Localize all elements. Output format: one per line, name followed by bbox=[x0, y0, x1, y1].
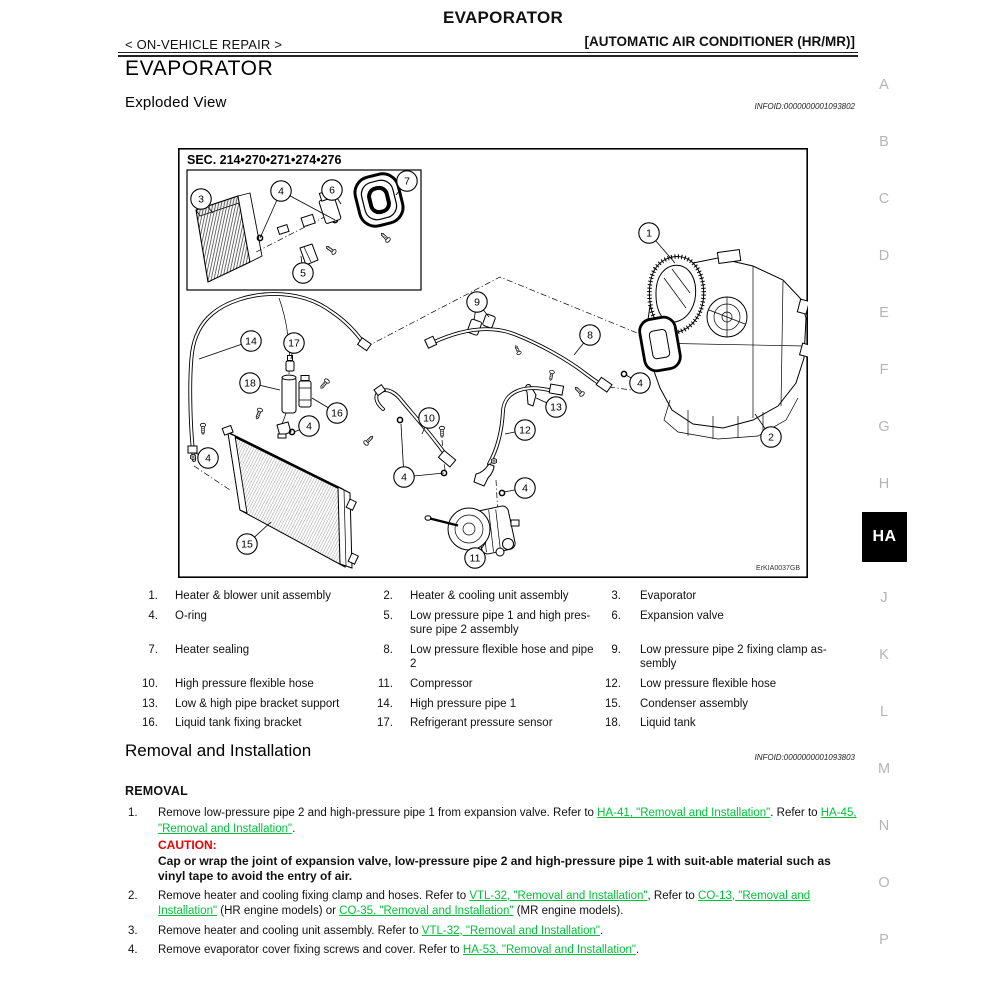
part-number: 1. bbox=[148, 590, 158, 602]
removal-step-4 bbox=[128, 943, 860, 959]
margin-letter-J: J bbox=[880, 590, 888, 606]
svg-text:3: 3 bbox=[198, 193, 204, 206]
removal-steps bbox=[128, 806, 860, 963]
reference-link[interactable]: HA-41, "Removal and Installation" bbox=[597, 807, 771, 819]
part-label: Low pressure pipe 1 and high pres-sure pipe 2 assembly bbox=[410, 609, 591, 637]
removal-step-2 bbox=[128, 889, 860, 920]
section-title: EVAPORATOR bbox=[125, 57, 274, 80]
reference-link[interactable]: HA-45, "Removal and Installation" bbox=[158, 807, 857, 835]
reference-link[interactable]: CO-13, "Removal and Installation" bbox=[158, 889, 811, 918]
part-number: 15. bbox=[605, 697, 621, 710]
part-label: Low & high pipe bracket support bbox=[175, 697, 340, 710]
margin-letter-P: P bbox=[879, 932, 889, 948]
svg-text:15: 15 bbox=[241, 538, 253, 551]
step-number: 4. bbox=[128, 944, 138, 957]
svg-text:4: 4 bbox=[637, 377, 643, 390]
part-label: Condenser assembly bbox=[640, 697, 749, 710]
svg-text:17: 17 bbox=[288, 337, 300, 350]
part-label: Heater sealing bbox=[175, 643, 250, 656]
step-text: Remove heater and cooling unit assembly. Refer to VTL-32, "Removal and Installation". bbox=[158, 924, 604, 937]
part-number: 16. bbox=[142, 717, 158, 730]
caution-label: CAUTION: bbox=[158, 838, 217, 853]
removal-step-3 bbox=[128, 924, 860, 940]
part-label: Low pressure flexible hose bbox=[640, 677, 777, 690]
margin-letter-N: N bbox=[878, 818, 890, 834]
reference-link[interactable]: CO-35, "Removal and Installation" bbox=[339, 905, 514, 918]
part-number: 4. bbox=[148, 609, 158, 622]
part-label: Heater & blower unit assembly bbox=[175, 590, 331, 602]
margin-letter-O: O bbox=[878, 875, 890, 891]
part-number: 5. bbox=[383, 609, 393, 622]
svg-text:4: 4 bbox=[278, 185, 284, 198]
figure-id: ErKIA0037GB bbox=[756, 565, 800, 572]
part-label: Low pressure flexible hose and pipe 2 bbox=[410, 643, 594, 671]
part-label: High pressure flexible hose bbox=[175, 677, 314, 690]
step-number: 3. bbox=[128, 924, 138, 937]
part-number: 9. bbox=[611, 643, 621, 656]
part-label: Compressor bbox=[410, 677, 473, 690]
step-number: 2. bbox=[128, 889, 138, 902]
svg-text:10: 10 bbox=[423, 412, 435, 425]
part-label: O-ring bbox=[175, 609, 207, 622]
margin-letter-M: M bbox=[877, 761, 891, 777]
svg-text:4: 4 bbox=[306, 420, 312, 433]
svg-text:14: 14 bbox=[245, 335, 257, 348]
part-label: Low pressure pipe 2 fixing clamp as-sembly bbox=[640, 643, 827, 671]
part-label: High pressure pipe 1 bbox=[410, 697, 517, 710]
margin-letter-H: H bbox=[878, 476, 890, 492]
margin-letter-E: E bbox=[879, 305, 889, 321]
part-number: 17. bbox=[377, 717, 393, 730]
svg-text:9: 9 bbox=[474, 296, 480, 309]
step-number: 1. bbox=[128, 807, 138, 819]
infoid-removal: INFOID:0000000001093803 bbox=[754, 753, 855, 762]
parts-legend bbox=[134, 589, 856, 731]
part-number: 3. bbox=[611, 590, 621, 602]
svg-text:6: 6 bbox=[329, 184, 335, 197]
svg-text:12: 12 bbox=[519, 424, 531, 437]
part-number: 14. bbox=[377, 697, 393, 710]
svg-text:1: 1 bbox=[646, 227, 652, 240]
reference-link[interactable]: VTL-32, "Removal and Installation" bbox=[421, 924, 600, 937]
part-number: 2. bbox=[383, 590, 393, 602]
step-text: Remove evaporator cover fixing screws and cover. Refer to HA-53, "Removal and Installation". bbox=[158, 944, 640, 957]
margin-letter-D: D bbox=[878, 248, 890, 264]
part-number: 7. bbox=[148, 643, 158, 656]
part-label: Expansion valve bbox=[640, 609, 724, 622]
removal-subheading: REMOVAL bbox=[125, 784, 188, 798]
caution-text: Cap or wrap the joint of expansion valve, low-pressure pipe 2 and high-pressure pipe 1 with suit-able material such as vinyl tape to avoid the entry of air. bbox=[158, 853, 831, 884]
part-number: 10. bbox=[142, 677, 158, 690]
breadcrumb: < ON-VEHICLE REPAIR > bbox=[125, 37, 283, 52]
svg-text:2: 2 bbox=[768, 431, 774, 444]
removal-step-1 bbox=[128, 806, 860, 885]
svg-text:16: 16 bbox=[331, 407, 343, 420]
part-label: Evaporator bbox=[640, 590, 697, 602]
refrigerant-pressure-sensor bbox=[286, 356, 294, 372]
svg-text:4: 4 bbox=[401, 471, 407, 484]
sec-label: SEC. 214•270•271•274•276 bbox=[187, 153, 342, 167]
step-text: Remove low-pressure pipe 2 and high-pressure pipe 1 from expansion valve. Refer to HA-41, "Removal and Installation". Refer to HA-45, "Removal and Installation". CAUTION: Cap or wrap the joint of expansion valve, low-pressure pipe 2 and high-pressure pipe 1 with suit-able material such as vinyl tape to avoid the entry of air. bbox=[158, 806, 860, 885]
part-label: Heater & cooling unit assembly bbox=[410, 590, 569, 602]
reference-link[interactable]: VTL-32, "Removal and Installation" bbox=[469, 889, 648, 902]
exploded-view-heading: Exploded View bbox=[125, 94, 227, 111]
margin-letter-C: C bbox=[878, 191, 890, 207]
part-label: Liquid tank fixing bracket bbox=[175, 717, 302, 730]
infoid-exploded: INFOID:0000000001093802 bbox=[754, 102, 855, 111]
page-title: EVAPORATOR bbox=[442, 8, 564, 27]
part-label: Refrigerant pressure sensor bbox=[410, 717, 553, 730]
step-text: Remove heater and cooling fixing clamp and hoses. Refer to VTL-32, "Removal and Installation", Refer to CO-13, "Removal and Installation" (HR engine models) or CO-35, "Removal and Installation" (MR engine models). bbox=[158, 889, 811, 918]
svg-text:5: 5 bbox=[300, 267, 306, 280]
part-number: 8. bbox=[383, 643, 393, 656]
svg-text:13: 13 bbox=[550, 401, 562, 414]
margin-letter-B: B bbox=[879, 134, 889, 150]
svg-text:4: 4 bbox=[205, 452, 211, 465]
reference-link[interactable]: HA-53, "Removal and Installation" bbox=[462, 944, 636, 957]
part-number: 13. bbox=[142, 697, 158, 710]
margin-letter-L: L bbox=[879, 704, 889, 720]
part-number: 6. bbox=[611, 609, 621, 622]
part-number: 18. bbox=[605, 717, 621, 730]
margin-letter-K: K bbox=[879, 647, 889, 663]
evaporator-port bbox=[638, 315, 682, 372]
svg-text:11: 11 bbox=[469, 552, 481, 565]
svg-text:8: 8 bbox=[587, 329, 593, 342]
margin-letter-G: G bbox=[878, 419, 890, 435]
removal-installation-heading: Removal and Installation bbox=[125, 741, 312, 760]
part-label: Liquid tank bbox=[640, 717, 696, 730]
margin-letter-A: A bbox=[879, 77, 889, 93]
svg-text:18: 18 bbox=[244, 377, 256, 390]
margin-letter-F: F bbox=[879, 362, 889, 378]
system-header: [AUTOMATIC AIR CONDITIONER (HR/MR)] bbox=[584, 34, 855, 49]
part-number: 11. bbox=[377, 677, 393, 690]
part-number: 12. bbox=[605, 677, 621, 690]
section-tab-ha: HA bbox=[862, 512, 907, 562]
exploded-view-diagram bbox=[178, 148, 808, 578]
svg-text:4: 4 bbox=[522, 482, 528, 495]
svg-text:7: 7 bbox=[404, 175, 410, 188]
